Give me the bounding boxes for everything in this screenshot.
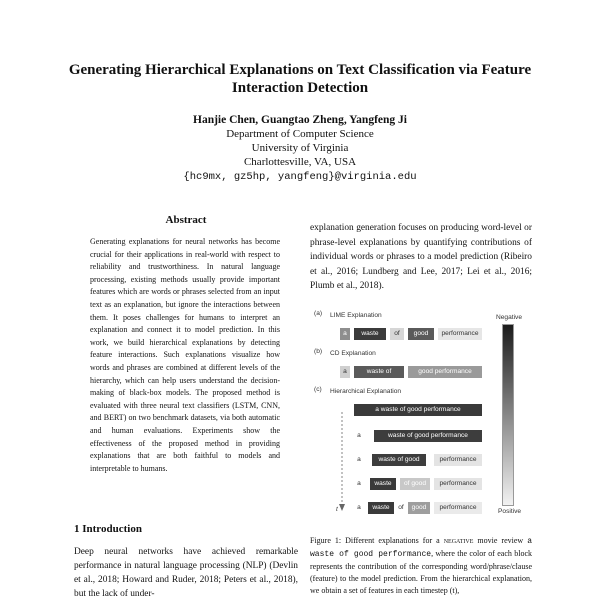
hier-block: performance (434, 454, 482, 466)
caption-review: a waste of good performance (310, 537, 533, 559)
panel-c-title: Hierarchical Explanation (330, 388, 402, 395)
hier-block: waste of good performance (374, 430, 482, 442)
figure-1 (314, 310, 534, 520)
timestep-arrow-icon (336, 410, 348, 514)
cd-block: a (340, 366, 350, 378)
lime-block: performance (438, 328, 482, 340)
caption-prefix: Figure 1: Different explanations for a (310, 536, 440, 545)
hier-block: a waste of good performance (354, 404, 482, 416)
hier-block: waste (370, 478, 396, 490)
lime-block: of (390, 328, 404, 340)
affiliation-line: Charlottesville, VA, USA (243, 156, 357, 168)
colorbar (502, 324, 514, 506)
cd-block: waste of (354, 366, 404, 378)
hier-block: waste of good (372, 454, 426, 466)
hier-block: of (396, 502, 406, 514)
hier-block: a (354, 478, 364, 490)
caption-mid: movie review (477, 536, 524, 545)
affiliation-line: Department of Computer Science (226, 128, 374, 140)
hier-block: waste (368, 502, 394, 514)
lime-block: good (408, 328, 434, 340)
caption-rest: , where the color of each block represents the contribution of the corresponding word/phrase/clause (feature) to the model prediction. From the hierarchical explanation, we obtain a set of features in each timestep (t), (310, 549, 532, 595)
figure-caption (310, 535, 532, 597)
hier-block: a (354, 502, 364, 514)
abstract-heading: Abstract (165, 214, 207, 226)
hier-block: a (354, 454, 364, 466)
hier-block: good (408, 502, 430, 514)
panel-b-label: (b) (314, 348, 323, 355)
panel-a-title: LIME Explanation (330, 312, 382, 319)
hier-block: of good (400, 478, 430, 490)
hier-block: a (354, 430, 364, 442)
panel-b-title: CD Explanation (330, 350, 376, 357)
affiliation-line: University of Virginia (251, 142, 349, 154)
introduction-body: Deep neural networks have achieved remarkable performance in natural language processing (NLP) (Devlin et al., 2018; Howard and Ruder, 2018; Peters et al., 2018), but the lack of under- (74, 547, 298, 599)
panel-a-label: (a) (314, 310, 323, 317)
cd-block: good performance (408, 366, 482, 378)
hier-block: performance (434, 502, 482, 514)
lime-block: waste (354, 328, 386, 340)
paper-title: Generating Hierarchical Explanations on Text Classification via Feature Interaction Detection (68, 62, 532, 96)
introduction-heading: 1 Introduction (74, 523, 142, 535)
panel-c-label: (c) (314, 386, 322, 393)
colorbar-positive-label: Positive (498, 508, 522, 515)
caption-label: negative (443, 536, 474, 545)
abstract-body: Generating explanations for neural networks has become crucial for their applications in real-world with respect to reliability and trustworthiness. In natural language processing, existing methods usually provide important features which are words or phrases selected from an input text as an explanation, but ignore the interactions between them. It poses challenges for humans to interpret an explanation and connect it to model prediction. In this work, we build hierarchical explanations by detecting feature interactions. Such explanations visualize how words and phrases are combined at different levels of the hierarchy, which can help users understand the decision-making of black-box models. The proposed method is evaluated with three neural text classifiers (LSTM, CNN, and BERT) on two benchmark datasets, via both automatic and human evaluations. Experiments show the effectiveness of the proposed method in providing explanations that are both faithful to models and interpretable to humans. (90, 237, 280, 473)
timestep-label: t (336, 506, 338, 513)
author-emails: {hc9mx, gz5hp, yangfeng}@virginia.edu (183, 171, 417, 183)
right-column-body: explanation generation focuses on producing word-level or phrase-level explanations by quantifying contributions of individual words or phrases to a model prediction (Ribeiro et al., 2016; Lundberg and Lee, 2017; Lei et al., 2016; Plumb et al., 2018). (310, 223, 532, 291)
colorbar-negative-label: Negative (496, 314, 523, 321)
hier-block: performance (434, 478, 482, 490)
author-list: Hanjie Chen, Guangtao Zheng, Yangfeng Ji (193, 114, 407, 126)
lime-block: a (340, 328, 350, 340)
